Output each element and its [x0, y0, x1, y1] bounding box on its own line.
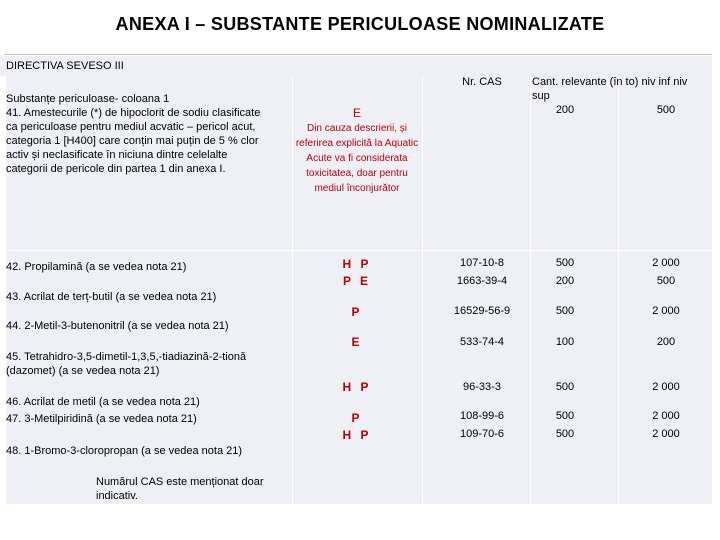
hazard-code: H P — [342, 380, 372, 394]
item41-line: categoria 1 [H400] care conțin mai puțin de 5 % clor — [6, 135, 259, 147]
item41-code: E — [352, 106, 361, 120]
qty-high: 2 000 — [652, 410, 680, 422]
item41-explanation: toxicitatea, doar pentru — [306, 168, 408, 179]
item41-line: 41. Amestecurile (*) de hipoclorit de sodiu clasificate — [6, 107, 261, 119]
header-qty-low: 200 — [555, 104, 575, 116]
directive-label: DIRECTIVA SEVESO III — [0, 56, 712, 76]
hazard-code: P E — [342, 274, 372, 288]
cas-number: 96-33-3 — [463, 381, 501, 393]
page-title: ANEXA I – SUBSTANTE PERICULOASE NOMINALIZATE — [115, 14, 605, 34]
cas-number: 107-10-8 — [459, 257, 505, 269]
hazard-code: P — [351, 305, 363, 319]
hazard-code: P — [351, 411, 363, 425]
qty-low: 500 — [555, 428, 575, 440]
header-qty-high: 500 — [656, 104, 676, 116]
qty-low: 500 — [555, 381, 575, 393]
substance-name-cont: (dazomet) (a se vedea nota 21) — [6, 365, 160, 377]
cas-note-line: indicativ. — [96, 490, 138, 502]
item41-line: ca periculoase pentru mediul acvatic – pericol acut, — [6, 121, 256, 133]
col-divider — [530, 76, 531, 504]
title-divider — [4, 54, 712, 55]
qty-high: 2 000 — [652, 257, 680, 269]
qty-high: 500 — [656, 275, 676, 287]
qty-low: 500 — [555, 305, 575, 317]
cas-number: 16529-56-9 — [453, 305, 511, 317]
substance-name: 45. Tetrahidro-3,5-dimetil-1,3,5,-tiadiazină-2-tionă — [6, 351, 247, 363]
qty-high: 200 — [656, 336, 676, 348]
col-divider — [618, 76, 619, 504]
item41-line: activ și neclasificate în niciuna dintre celelalte — [6, 149, 228, 161]
qty-low: 100 — [555, 336, 575, 348]
cas-note-line: Numărul CAS este menționat doar — [96, 476, 264, 488]
item41-explanation: mediul înconjurător — [314, 183, 400, 194]
substance-name: 44. 2-Metil-3-butenonitril (a se vedea nota 21) — [6, 320, 229, 332]
substance-name: 48. 1-Bromo-3-cloropropan (a se vedea nota 21) — [6, 445, 243, 457]
cas-number: 533-74-4 — [459, 336, 505, 348]
cas-number: 108-99-6 — [459, 410, 505, 422]
substance-name: 43. Acrilat de terț-butil (a se vedea nota 21) — [6, 291, 217, 303]
item41-line: categorii de pericole din partea 1 din anexa I. — [6, 163, 226, 175]
item41-explanation: Acute va fi considerata — [306, 153, 408, 164]
qty-low: 200 — [555, 275, 575, 287]
header-substance: Substanțe periculoase- coloana 1 — [6, 93, 170, 105]
cas-number: 109-70-6 — [459, 428, 505, 440]
substance-name: 46. Acrilat de metil (a se vedea nota 21) — [6, 396, 200, 408]
substance-name: 47. 3-Metilpiridină (a se vedea nota 21) — [6, 413, 197, 425]
qty-high: 2 000 — [652, 305, 680, 317]
header-quantity: Cant. relevante (în to) niv inf niv sup — [532, 76, 688, 102]
item41-explanation: Din cauza descrierii, și — [306, 123, 408, 134]
hazard-code: E — [351, 335, 363, 349]
substances-table — [6, 76, 712, 504]
cas-note-box — [88, 472, 288, 504]
row-divider — [6, 250, 712, 251]
qty-high: 2 000 — [652, 428, 680, 440]
qty-high: 2 000 — [652, 381, 680, 393]
cas-number: 1663-39-4 — [456, 275, 508, 287]
item41-explanation: referirea explicită la Aquatic — [295, 138, 419, 149]
header-cas: Nr. CAS — [462, 76, 502, 88]
qty-low: 500 — [555, 410, 575, 422]
col-divider — [422, 76, 423, 504]
qty-low: 500 — [555, 257, 575, 269]
substance-name: 42. Propilamină (a se vedea nota 21) — [6, 261, 187, 273]
hazard-code: H P — [342, 428, 372, 442]
hazard-code: H P — [342, 257, 372, 271]
